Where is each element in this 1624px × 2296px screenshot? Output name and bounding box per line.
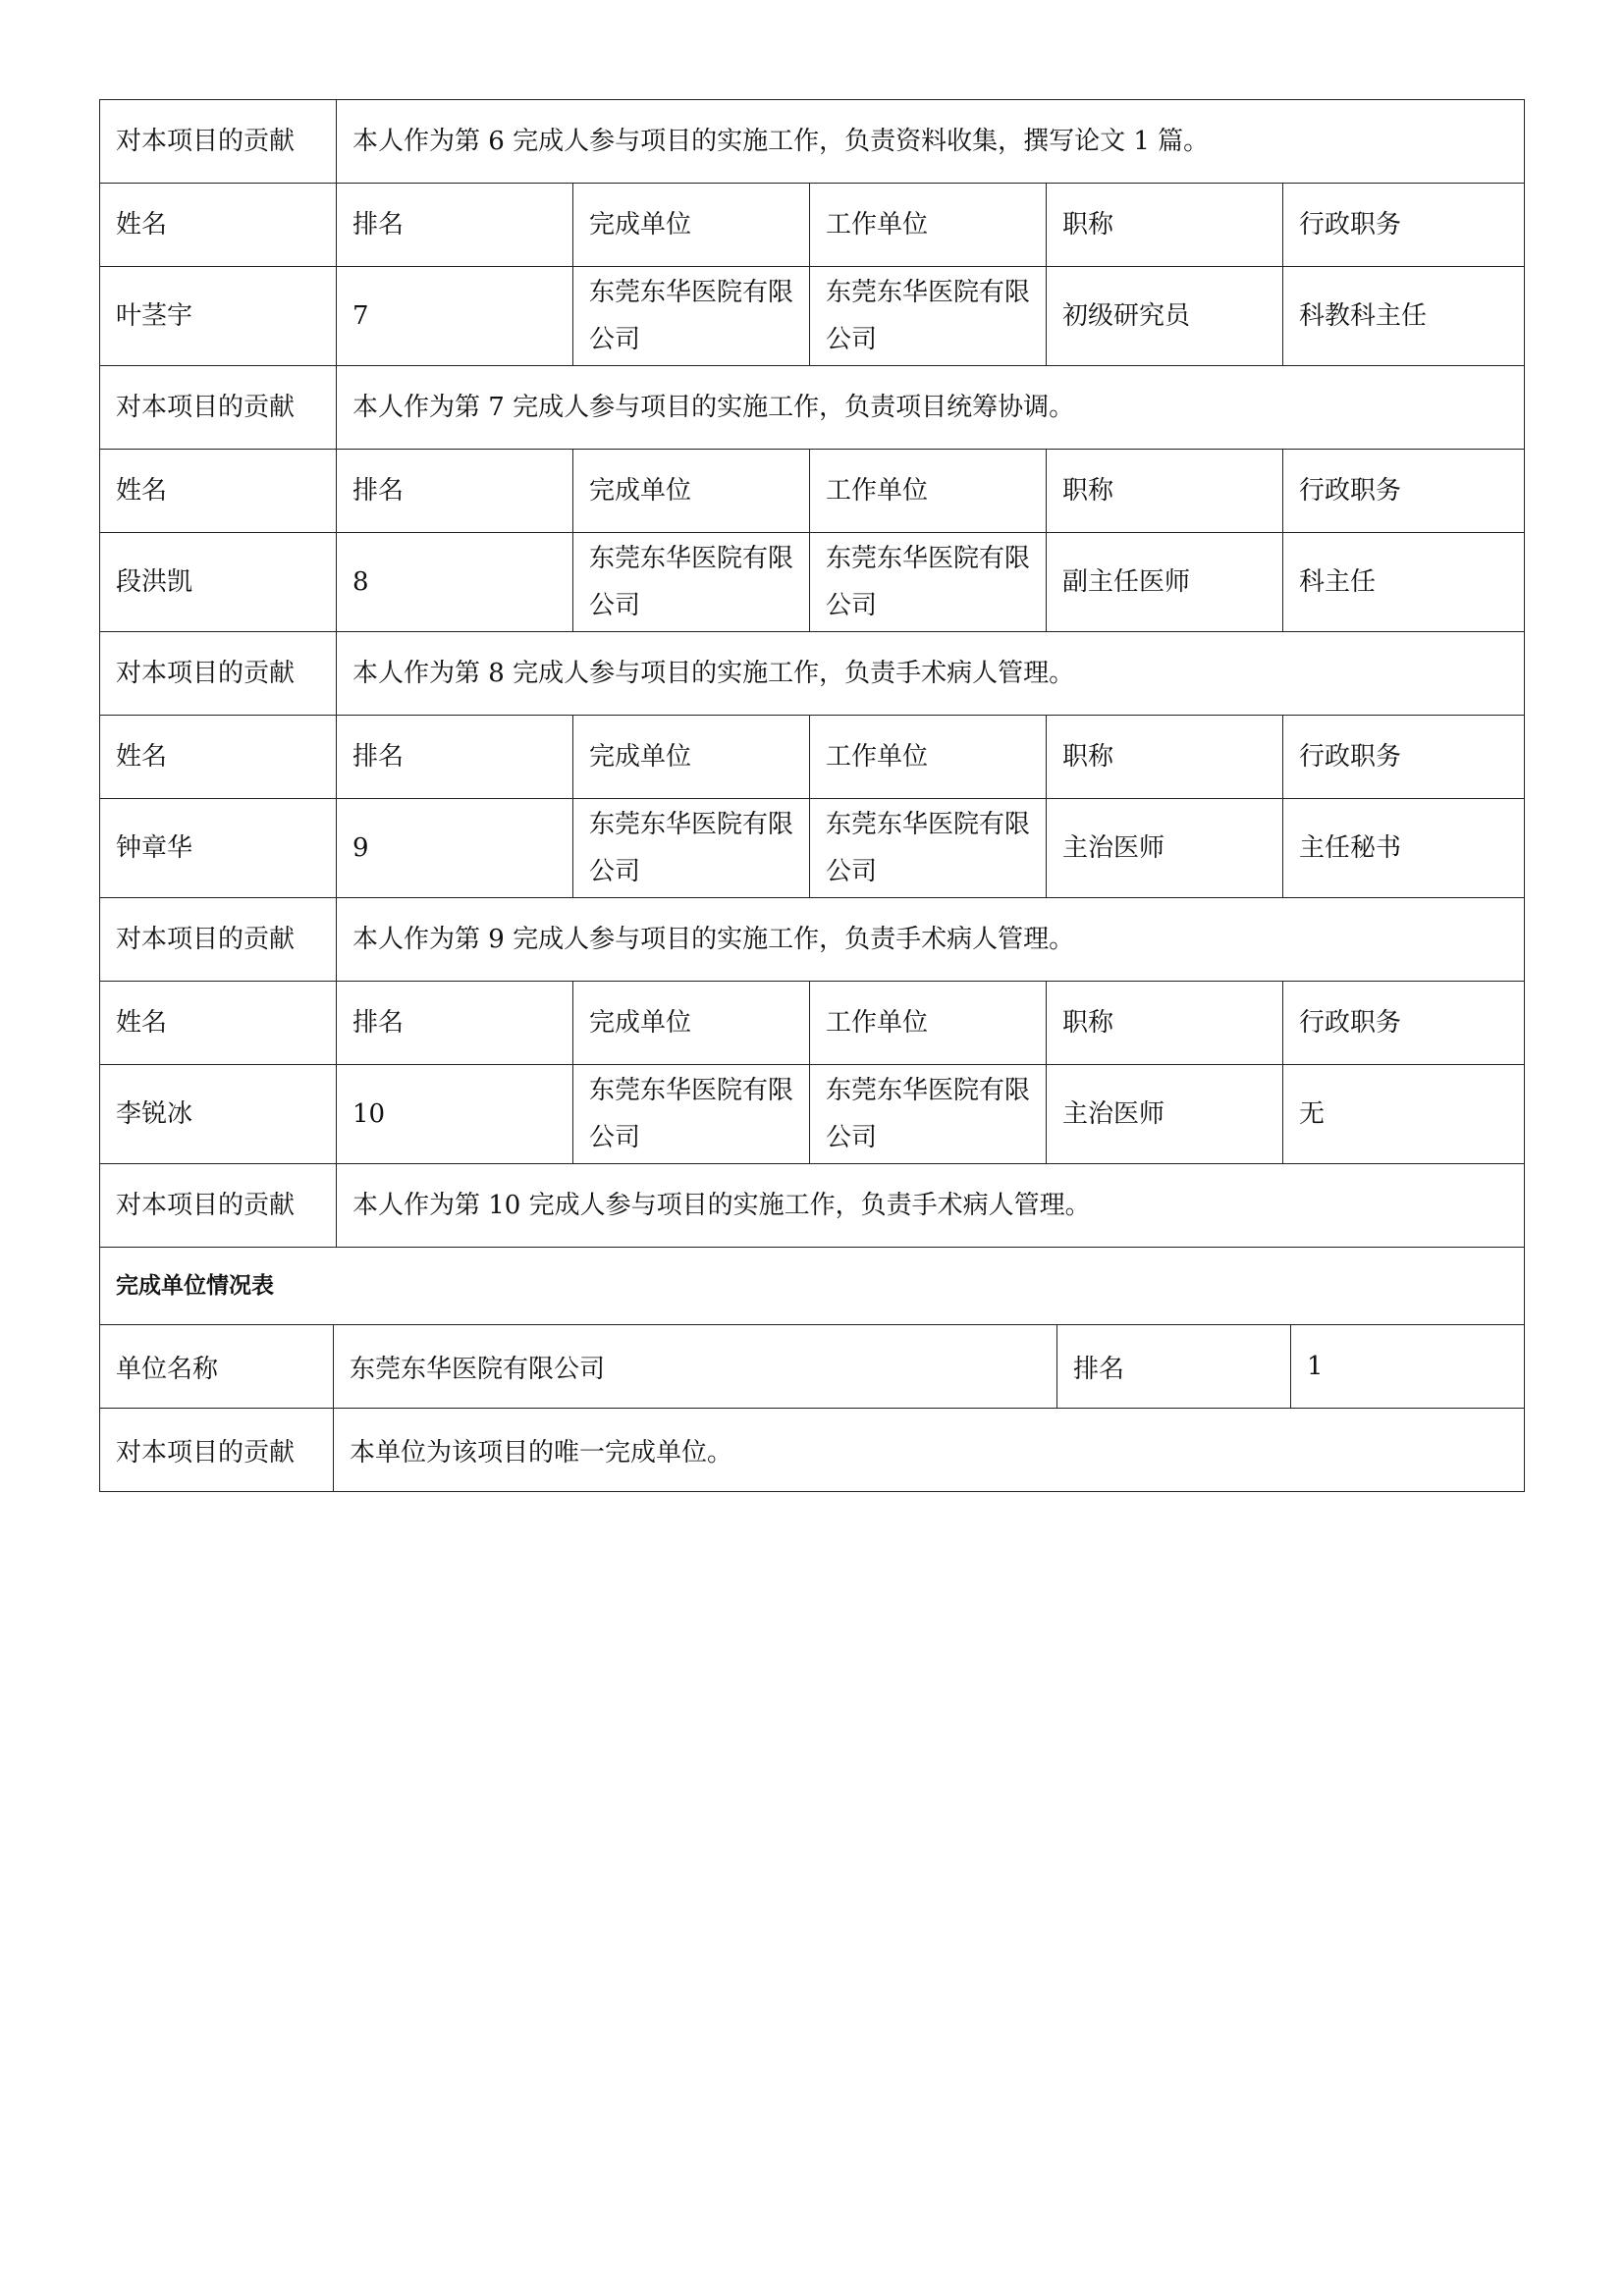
person-completion-unit: 东莞东华医院有限公司: [573, 533, 810, 632]
unit-section-heading: 完成单位情况表: [100, 1248, 1525, 1325]
contribution-label: 对本项目的贡献: [100, 898, 337, 982]
person-work-unit: 东莞东华医院有限公司: [810, 267, 1047, 366]
header-title: 职称: [1047, 184, 1283, 267]
person-work-unit: 东莞东华医院有限公司: [810, 1065, 1047, 1164]
contribution-row: [100, 632, 1525, 716]
header-name: 姓名: [100, 982, 337, 1065]
header-completion-unit: 完成单位: [573, 450, 810, 533]
header-title: 职称: [1047, 450, 1283, 533]
contribution-label: 对本项目的贡献: [100, 632, 337, 716]
person-admin-post: 无: [1283, 1065, 1525, 1164]
contribution-row: [100, 898, 1525, 982]
header-admin-post: 行政职务: [1283, 450, 1525, 533]
header-row: [100, 184, 1525, 267]
person-rank: 7: [337, 267, 573, 366]
person-title: 主治医师: [1047, 1065, 1283, 1164]
unit-rank-label: 排名: [1057, 1325, 1291, 1409]
contribution-row: [100, 100, 1525, 184]
person-rank: 10: [337, 1065, 573, 1164]
person-row: [100, 1065, 1525, 1164]
unit-contribution-label: 对本项目的贡献: [100, 1409, 334, 1492]
person-name: 李锐冰: [100, 1065, 337, 1164]
person-work-unit: 东莞东华医院有限公司: [810, 799, 1047, 898]
person-work-unit: 东莞东华医院有限公司: [810, 533, 1047, 632]
header-name: 姓名: [100, 184, 337, 267]
unit-table: [99, 1324, 1525, 1492]
person-name: 钟章华: [100, 799, 337, 898]
header-rank: 排名: [337, 450, 573, 533]
header-completion-unit: 完成单位: [573, 982, 810, 1065]
contribution-text: 本人作为第 6 完成人参与项目的实施工作，负责资料收集，撰写论文 1 篇。: [337, 100, 1525, 184]
header-completion-unit: 完成单位: [573, 184, 810, 267]
header-work-unit: 工作单位: [810, 716, 1047, 799]
header-rank: 排名: [337, 982, 573, 1065]
contribution-row: [100, 1164, 1525, 1248]
person-admin-post: 科主任: [1283, 533, 1525, 632]
contribution-label: 对本项目的贡献: [100, 366, 337, 450]
contribution-text: 本人作为第 9 完成人参与项目的实施工作，负责手术病人管理。: [337, 898, 1525, 982]
header-name: 姓名: [100, 450, 337, 533]
header-work-unit: 工作单位: [810, 184, 1047, 267]
contribution-text: 本人作为第 10 完成人参与项目的实施工作，负责手术病人管理。: [337, 1164, 1525, 1248]
contribution-text: 本人作为第 8 完成人参与项目的实施工作，负责手术病人管理。: [337, 632, 1525, 716]
header-completion-unit: 完成单位: [573, 716, 810, 799]
person-admin-post: 科教科主任: [1283, 267, 1525, 366]
unit-name: 东莞东华医院有限公司: [334, 1325, 1057, 1409]
person-rank: 8: [337, 533, 573, 632]
contribution-label: 对本项目的贡献: [100, 1164, 337, 1248]
header-name: 姓名: [100, 716, 337, 799]
person-title: 初级研究员: [1047, 267, 1283, 366]
person-title: 副主任医师: [1047, 533, 1283, 632]
header-admin-post: 行政职务: [1283, 982, 1525, 1065]
person-completion-unit: 东莞东华医院有限公司: [573, 1065, 810, 1164]
header-title: 职称: [1047, 716, 1283, 799]
person-completion-unit: 东莞东华医院有限公司: [573, 267, 810, 366]
person-admin-post: 主任秘书: [1283, 799, 1525, 898]
unit-contribution-row: [100, 1409, 1525, 1492]
header-work-unit: 工作单位: [810, 450, 1047, 533]
unit-name-label: 单位名称: [100, 1325, 334, 1409]
header-row: [100, 982, 1525, 1065]
person-rank: 9: [337, 799, 573, 898]
header-rank: 排名: [337, 716, 573, 799]
unit-row: [100, 1325, 1525, 1409]
person-row: [100, 799, 1525, 898]
person-name: 段洪凯: [100, 533, 337, 632]
person-title: 主治医师: [1047, 799, 1283, 898]
header-title: 职称: [1047, 982, 1283, 1065]
person-row: [100, 533, 1525, 632]
unit-section-heading-row: [100, 1248, 1525, 1325]
header-work-unit: 工作单位: [810, 982, 1047, 1065]
unit-rank: 1: [1291, 1325, 1525, 1409]
person-completion-unit: 东莞东华医院有限公司: [573, 799, 810, 898]
contribution-label: 对本项目的贡献: [100, 100, 337, 184]
header-admin-post: 行政职务: [1283, 716, 1525, 799]
unit-contribution-text: 本单位为该项目的唯一完成单位。: [334, 1409, 1525, 1492]
header-rank: 排名: [337, 184, 573, 267]
contribution-text: 本人作为第 7 完成人参与项目的实施工作，负责项目统筹协调。: [337, 366, 1525, 450]
person-name: 叶茎宇: [100, 267, 337, 366]
header-row: [100, 450, 1525, 533]
header-row: [100, 716, 1525, 799]
contribution-row: [100, 366, 1525, 450]
header-admin-post: 行政职务: [1283, 184, 1525, 267]
completers-table: [99, 99, 1525, 1325]
person-row: [100, 267, 1525, 366]
